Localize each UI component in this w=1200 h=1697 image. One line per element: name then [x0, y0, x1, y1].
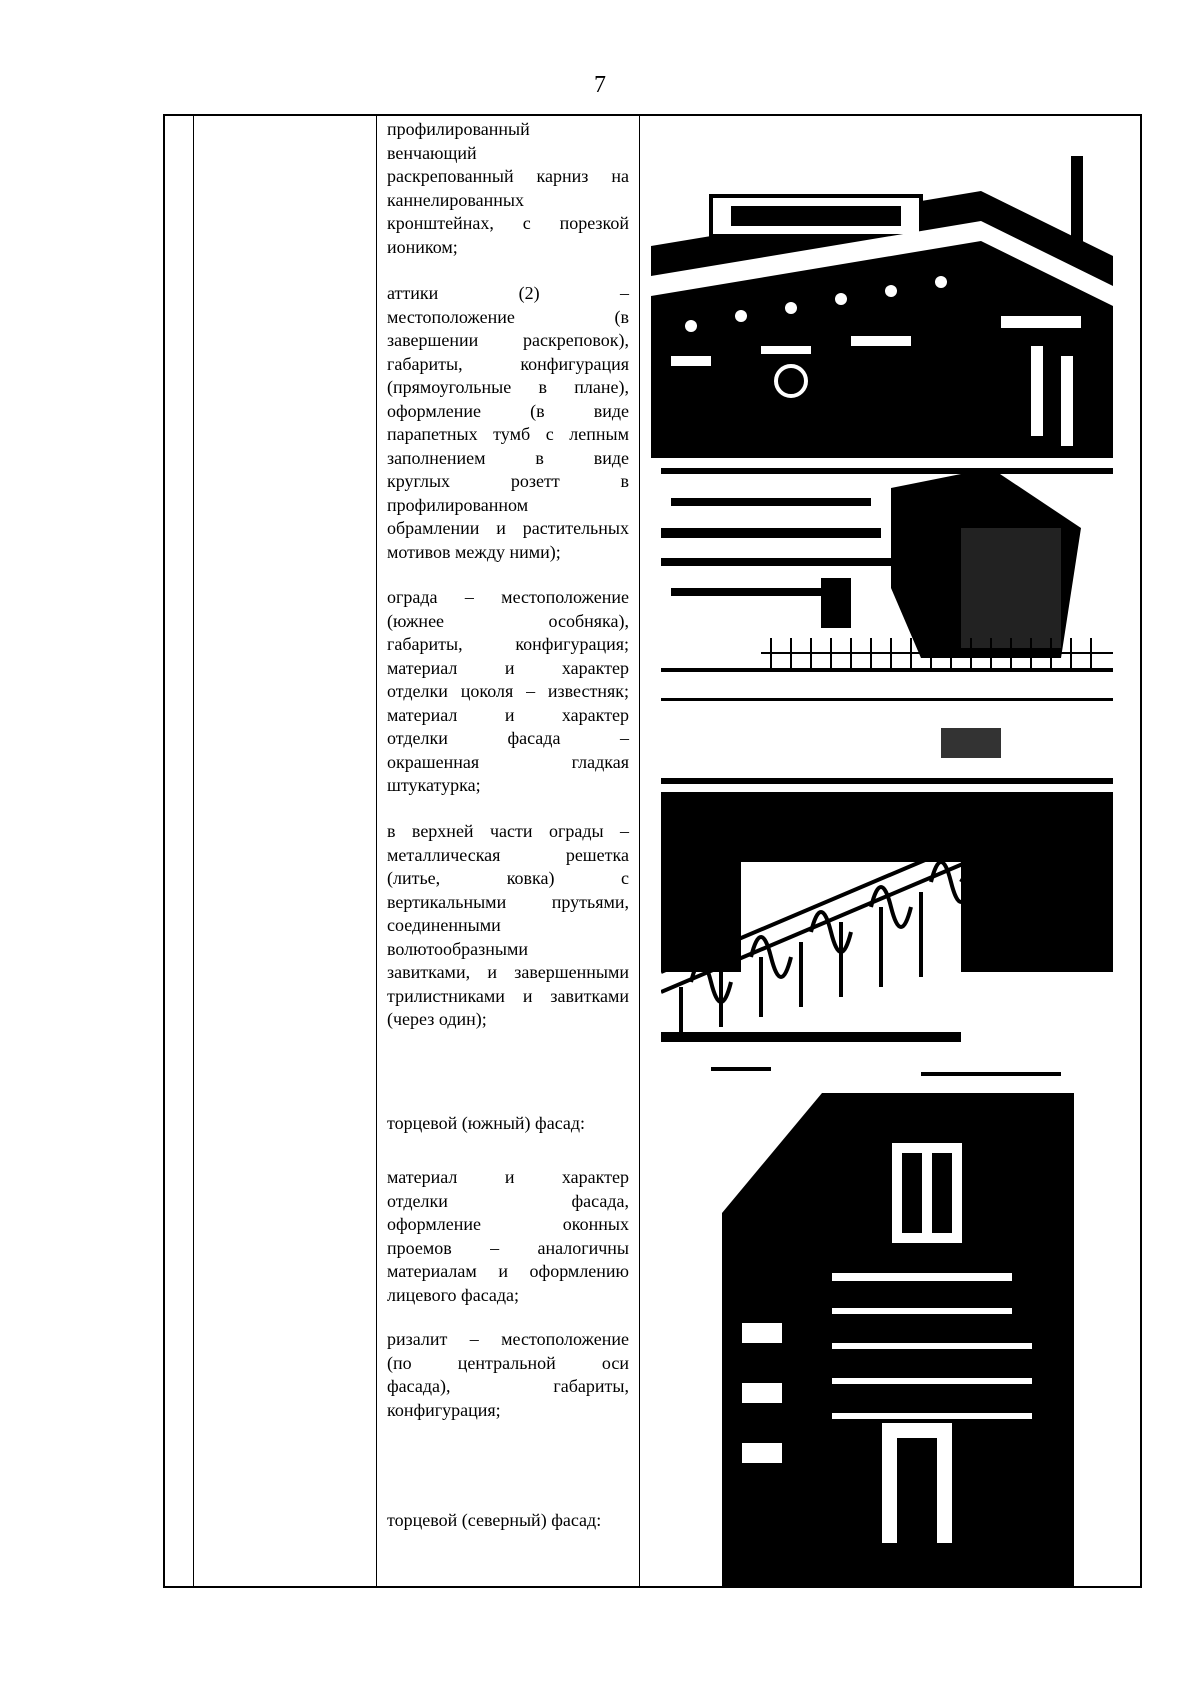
grille-paragraph: в верхней части ограды – металлическая решетка (литье, ковка) с вертикальными прутьями, соединенными волютообразными завитками, и завершенными трилистниками и завитками (через один); [387, 821, 629, 1029]
south-materials-paragraph: материал и характер отделки фасада, оформление оконных проемов – аналогичны материалам и оформлению лицевого фасада; [387, 1167, 629, 1305]
page-number: 7 [594, 72, 606, 98]
fence-paragraph: ограда – местоположение (южнее особняка), габариты, конфигурация; материал и характер отделки цоколя – известняк; материал и характер отделки фасада – окрашенная гладкая штукатурка; [387, 587, 629, 795]
column-divider [193, 116, 194, 1586]
column-divider [639, 116, 640, 1586]
document-table [163, 114, 1142, 1588]
column-divider [376, 116, 377, 1586]
fence-photo [661, 468, 1113, 784]
attics-paragraph: аттики (2) – местоположение (в завершении раскреповок), габариты, конфигурация (прямоугольные в плане), оформление (в виде парапетных тумб с лепным заполнением в виде круглых розетт в профилированном обрамлении и растительных мотивов между ними); [387, 283, 629, 562]
risalit-paragraph: ризалит – местоположение (по центральной оси фасада), габариты, конфигурация; [387, 1329, 629, 1420]
iron-grille-photo [661, 792, 1113, 1082]
cornice-paragraph: профилированный венчающий раскрепованный карниз на каннелированных кронштейнах, с порезкой иоником; [387, 119, 629, 257]
north-facade-heading: торцевой (северный) фасад: [387, 1510, 602, 1530]
facade-photo [722, 1093, 1074, 1587]
south-facade-heading: торцевой (южный) фасад: [387, 1113, 586, 1133]
building-cornice-photo [651, 126, 1113, 458]
description-column [387, 116, 629, 1586]
